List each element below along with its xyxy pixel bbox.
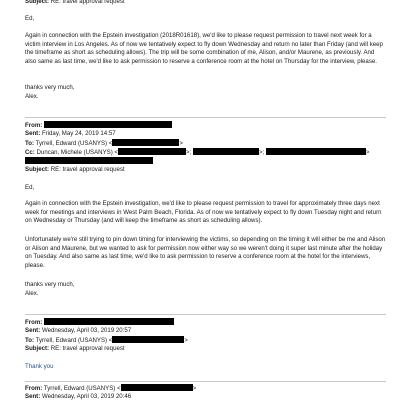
email1-body: Again in connection with the Epstein investigation (2018R01618), we'd like to please request permission to travel next week for a victim interview in Los Angeles. As of now we tentatively expect to fly down Wednesday and return no later than Friday (and will keep the timeframe as short as scheduling allows). The trip will be some combination of me, Alison, and/or Maurene, as previously. And also same as last time, we'd like to ask permission to reserve a conference room at the hotel on Thursday for the interview, please. [25, 32, 383, 65]
sent-value: Wednesday, April 03, 2019 20:46 [41, 393, 132, 400]
sent-label: Sent: [25, 130, 41, 137]
redacted-cc-address-3 [266, 148, 366, 155]
subject-label: Subject: [25, 0, 50, 5]
email1-closing: thanks very much, [25, 84, 75, 91]
redacted-cc-address-4 [25, 157, 153, 164]
sent-label: Sent: [25, 327, 41, 334]
email4-sent-line [25, 393, 131, 402]
from-label: From: [25, 319, 43, 326]
cc-sep: > [365, 149, 370, 156]
from-close: > [192, 385, 197, 392]
redacted-sender-address [121, 384, 193, 391]
cc-value: Duncan, Michele (USANYS) < [36, 149, 118, 156]
subject-label: Subject: [25, 166, 50, 173]
redacted-cc-address-1 [118, 148, 186, 155]
sent-value: Wednesday, April 03, 2019 20:57 [41, 327, 132, 334]
email2-greeting: Ed, [25, 184, 35, 191]
email-divider [25, 314, 386, 315]
email2-sent-line [25, 130, 116, 139]
from-label: From: [25, 385, 43, 392]
redacted-to-address [112, 336, 184, 343]
email2-subject-line [25, 166, 125, 175]
redacted-sender [44, 121, 172, 128]
to-value: Tyrrell, Edward (USANYS) < [35, 140, 113, 147]
email-divider [25, 381, 386, 382]
to-value: Tyrrell, Edward (USANYS) < [35, 337, 113, 344]
sent-value: Friday, May 24, 2019 14:57 [41, 130, 116, 137]
email3-subject-line [25, 345, 125, 354]
subject-value: RE: travel approval request [50, 0, 125, 5]
subject-value: RE: travel approval request [50, 166, 125, 173]
from-label: From: [25, 122, 43, 129]
to-close: > [184, 337, 188, 344]
cc-label: Cc: [25, 149, 35, 156]
from-value: Tyrrell, Edward (USANYS) < [43, 385, 121, 392]
subject-label: Subject: [25, 345, 50, 352]
email1-subject-line [25, 0, 125, 7]
redacted-cc-address-2 [193, 148, 259, 155]
subject-value: RE: travel approval request [50, 345, 125, 352]
email1-greeting: Ed, [25, 15, 35, 22]
email2-body-paragraph-2: Unfortunately we're still trying to pin down timing for interviewing the victims, so depending on the timing it will either be me and Alison or Alison and Maurene, but we wanted to ask for permission now either way so we weren't doing it super last minute after the holiday on Tuesday. And also same as last time, we'd like to ask permission to reserve a conference room at the hotel for the interviews, please. [25, 236, 386, 269]
sent-label: Sent: [25, 393, 41, 400]
email-divider [25, 117, 386, 118]
cc-sep: >; [258, 149, 265, 156]
email1-signature: Alex. [25, 93, 39, 100]
email3-sent-line [25, 327, 131, 336]
to-label: To: [25, 140, 35, 147]
email3-body: Thank you [25, 363, 54, 370]
to-label: To: [25, 337, 35, 344]
to-close: > [179, 140, 183, 147]
redacted-sender [44, 318, 174, 325]
cc-sep: >; [185, 149, 192, 156]
email2-closing: thanks very much, [25, 281, 75, 288]
email2-body-paragraph-1: Again in connection with the Epstein investigation, we'd like to please request permission to travel for approximately three days next week for meetings and interviews in West Palm Beach, Florida. As of now we tentatively expect to fly down Tuesday night and return on Wednesday or Thursday (and will keep the timeframe as short as scheduling allows). [25, 200, 382, 225]
email2-signature: Alex. [25, 290, 39, 297]
redacted-to-address [112, 139, 179, 146]
